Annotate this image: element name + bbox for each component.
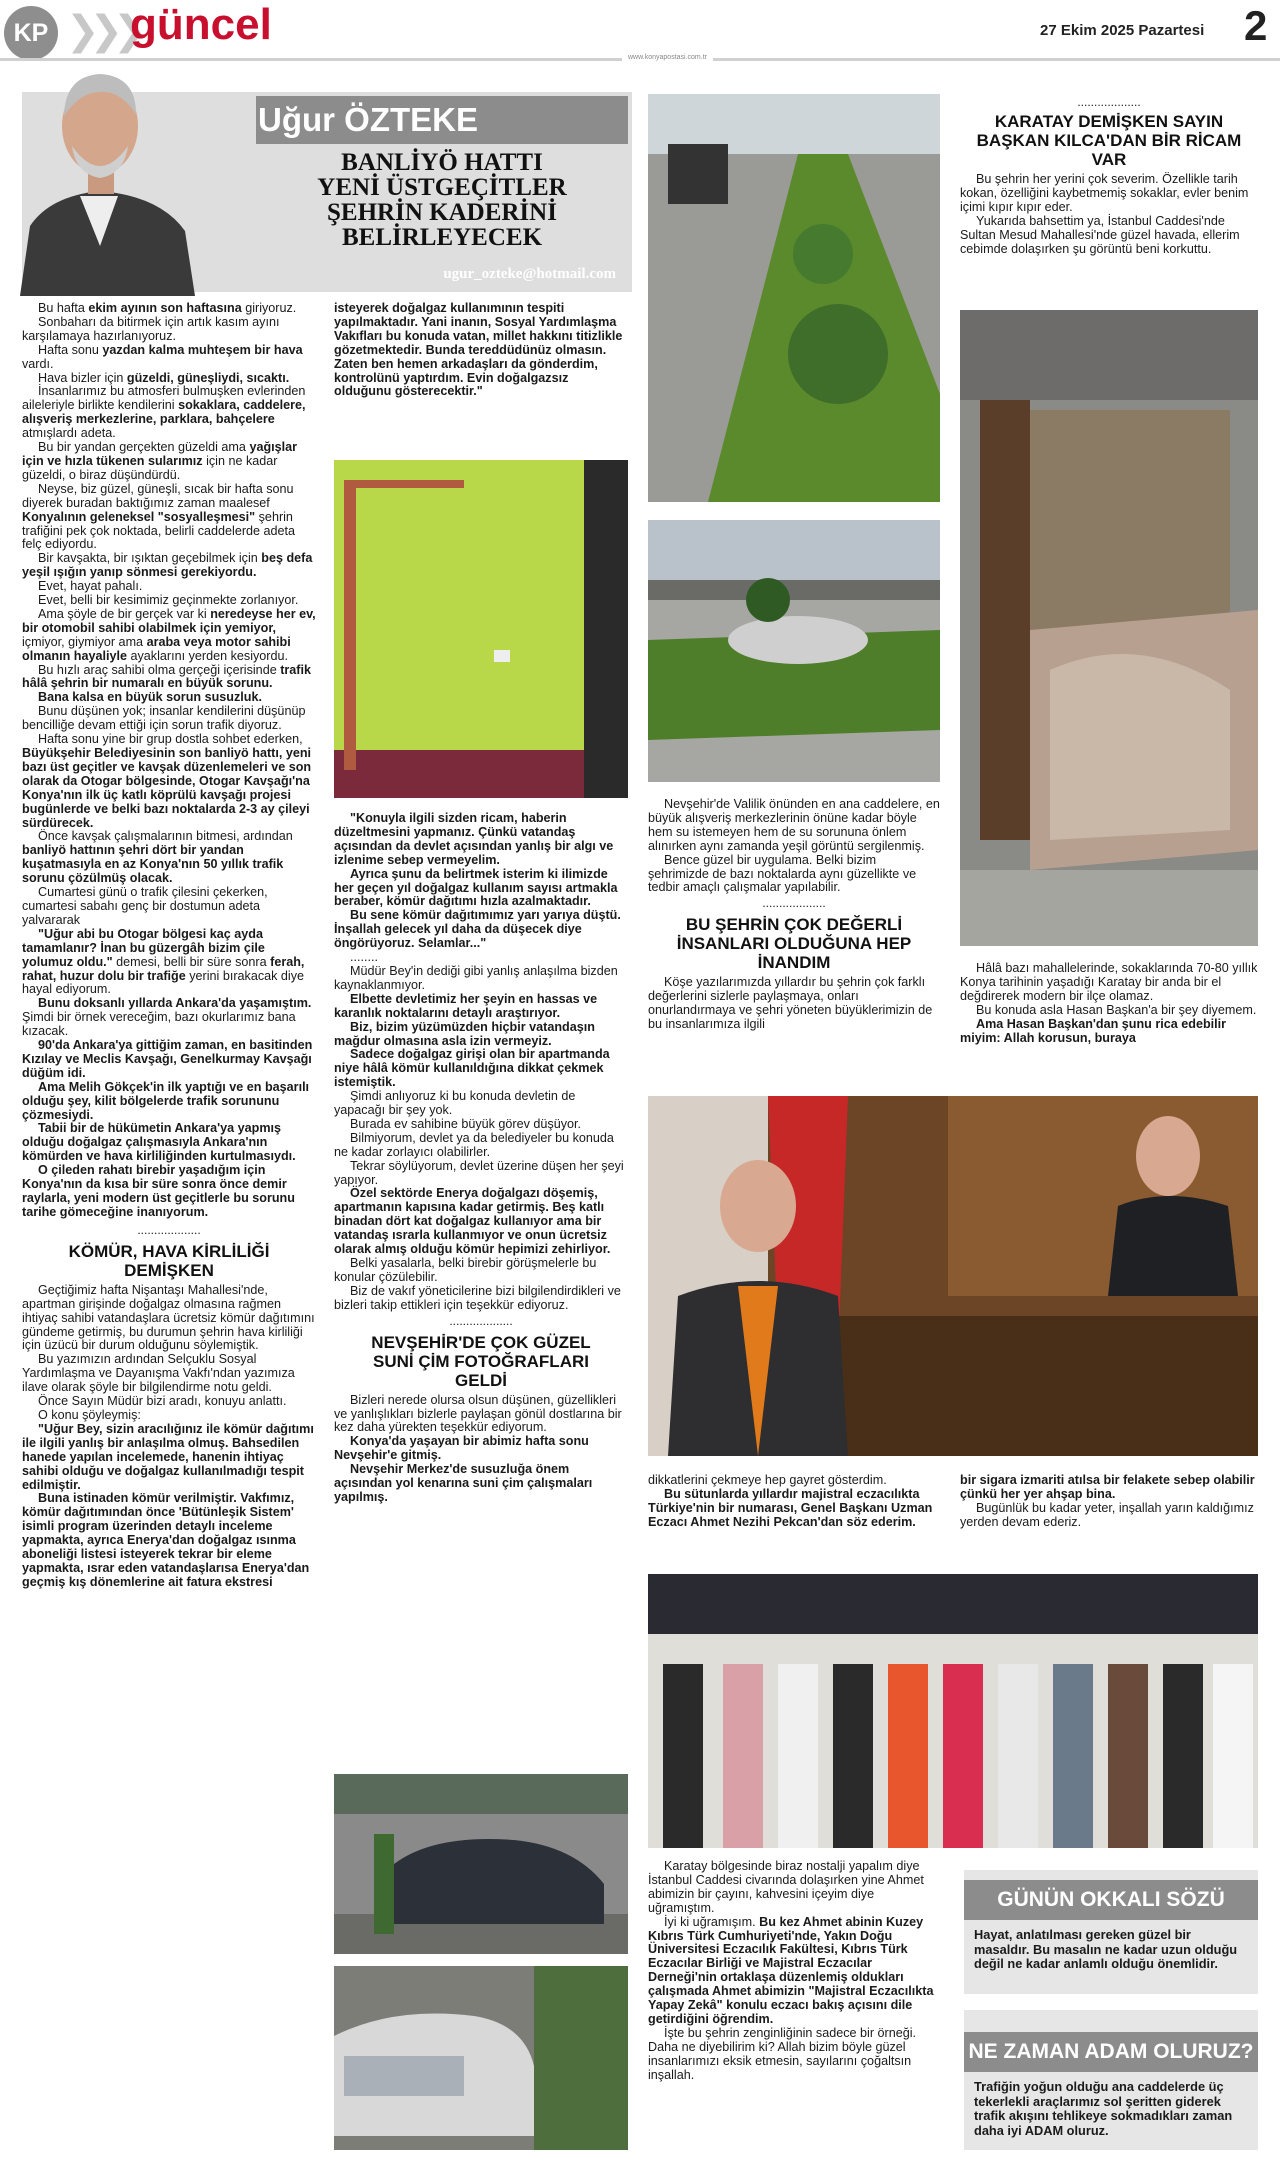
- column-2-continued: "Konuyla ilgili sizden ricam, haberin düzeltmesini yapmanız. Çünkü vatandaş açısından da devlet açısından yanlış bir algı ve izlenime sebep vermeyelim. Ayrıca şunu da belirtmek isterim ki ilimizde her geçen yıl doğalgaz kullanım sayısı artmakla beraber, kömür dağıtımı hızla azalmaktadır. Bu sene kömür dağıtımımız yarı yarıya düştü. İnşallah gelecek yıl daha da düşecek diye öngörüyoruz. Selamlar..." ........ Müdür Bey'in dediği gibi yanlış anlaşılma bizden kaynaklanmıyor. Elbette devletimiz her şeyin en hassas ve karanlık noktalarını detaylı araştırıyor. Biz, bizim yüzümüzden hiçbir vatandaşın mağdur olmasına asla izin vermeyiz. Sadece doğalgaz girişi olan bir apartmanda niye hâlâ kömür kullanıldığına dikkat çekmek istemiştik. Şimdi anlıyoruz ki bu konuda devletin de yapacağı bir şey yok. Burada ev sahibine büyük görev düşüyor. Bilmiyorum, devlet ya da belediyeler bu konuda ne kadar zorlayıcı olabilirler. Tekrar söylüyorum, devlet üzerine düşen her şeyi yapıyor. Özel sektörde Enerya doğalgazı döşemiş, apartmanın kapısına kadar getirmiş. Beş katlı binadan dört kat doğalgaz kullanıyor ama bir vatandaş ısrarla kullanmıyor ve onun ücretsiz olarak almış olduğu kömür hepimizi zehirliyor. Belki yasalarla, belki birebir görüşmelerle bu konular çözülebilir. Biz de vakıf yöneticilerine bizi bilgilendirdikleri ve bizleri takip ettikleri için teşekkür ediyoruz. ................... NEVŞEHİR'DE ÇOK GÜZEL SUNİ ÇİM FOTOĞRAFLARI GELDİ Bizleri nerede olursa olsun düşünen, güzellikleri ve yanlışlıkları bizlerle paylaşan gönül dostlarına bir kez daha yürekten teşekkür ediyorum. Konya'da yaşayan bir abimiz hafta sonu Nevşehir'e gitmiş. Nevşehir Merkez'de susuzluğa önem açısından yol kenarına suni çim çalışmaları yapılmış.: [334, 811, 624, 1504]
- column-3: Nevşehir'de Valilik önünden en ana caddelere, en büyük alışveriş merkezlerinin önüne kadar böyle hem su istemeyen hem de su sorununa önlem alınırken aynı zamanda yeşil görüntü sergilenmiş. Bence güzel bir uygulama. Belki bizim şehrimizde de bazı noktalarda aynı güzellikte ve tedbir amaçlı çalışmalar yapılabilir. ................... BU ŞEHRİN ÇOK DEĞERLİ İNSANLARI OLDUĞUNA HEP İNANDIM Köşe yazılarımızda yıllardır bu şehrin çok farklı değerlerini sizlerle paylaşmaya, onları onurlandırmaya ve şehri yöneten büyüklerimizin de bu insanlarımıza ilgili: [648, 797, 940, 1032]
- headline-line: YENİ ÜSTGEÇİTLER: [317, 174, 567, 201]
- issue-date: 27 Ekim 2025 Pazartesi: [1040, 22, 1205, 39]
- section-title: güncel: [130, 0, 272, 49]
- street-car-photo: [334, 1774, 628, 1954]
- column-4: ................... KARATAY DEMİŞKEN SAYIN BAŞKAN KILCA'DAN BİR RİCAM VAR Bu şehrin her yerini çok severim. Özellikle tarih kokan, özelliğini kaybetmemiş sokaklar, evler benim içimi kıpır kıpır eder. Yukarıda bahsettim ya, İstanbul Caddesi'nde Sultan Mesud Mahallesi'nde güzel havada, ellerim cebimde dolaşırken şu görüntü beni korkuttu.: [960, 95, 1249, 256]
- column-4-continued: Hâlâ bazı mahallelerinde, sokaklarında 70-80 yıllık Konya tarihinin yaşadığı Karatay bir anda bir el değdirerek modern bir ilçe olamaz. Bu konuda asla Hasan Başkan'a bir şey diyemem. Ama Hasan Başkan'dan şunu rica edebilir miyim: Allah korusun, buraya: [960, 961, 1258, 1045]
- old-house-photo: [960, 310, 1258, 946]
- headline-line: ŞEHRİN KADERİNİ: [327, 199, 557, 226]
- quote-box-text: Hayat, anlatılması gereken güzel bir masaldır. Bu masalın ne kadar uzun olduğu değil ne kadar anlamlı olduğu önemlidir.: [974, 1927, 1238, 1971]
- column-1: Bu hafta ekim ayının son haftasına giriyoruz. Sonbaharı da bitirmek için artık kasım ayını karşılamaya hazırlanıyoruz. Hafta sonu yazdan kalma muhteşem bir hava vardı. Hava bizler için güzeldi, güneşliydi, sıcaktı. İnsanlarımız bu atmosferi bulmuşken evlerinden aileleriyle birlikte kendilerini sokaklara, caddelere, alışveriş merkezlerine, parklara, bahçelere atmışlardı adeta. Bu bir yandan gerçekten güzeldi ama yağışlar için ve hızla tükenen sularımız için ne kadar güzeldi, o biraz düşündürdü. Neyse, biz güzel, güneşli, sıcak bir hafta sonu diyerek buradan baktığımız zaman maalesef Konyalının geleneksel "sosyalleşmesi" şehrin trafiğini pek çok noktada, belirli caddelerde adeta felç ediyordu. Bir kavşakta, bir ışıktan geçebilmek için beş defa yeşil ışığın yanıp sönmesi gerekiyordu. Evet, hayat pahalı. Evet, belli bir kesimimiz geçinmekte zorlanıyor. Ama şöyle de bir gerçek var ki neredeyse her ev, bir otomobil sahibi olabilmek için yemiyor, içmiyor, giymiyor ama araba veya motor sahibi olmanın hayaliyle ayaklarını yerden kesiyordu. Bu hızlı araç sahibi olma gerçeği içerisinde trafik hâlâ şehrin bir numaralı en büyük sorunu. Bana kalsa en büyük sorun susuzluk. Bunu düşünen yok; insanlar kendilerini düşünüp bencilliğe devam ettiği için sorun trafik diyoruz. Hafta sonu yine bir grup dostla sohbet ederken, Büyükşehir Belediyesinin son banliyö hattı, yeni bazı üst geçitler ve kavşak düzenlemeleri ve son olarak da Otogar bölgesinde, Otogar Kavşağı'na Konya'nın ilk üç katlı köprülü kavşağı projesi bugünlerde ve belki bazı noktalarda 2-3 ay çileyi sürdürecek. Önce kavşak çalışmalarının bitmesi, ardından banliyö hattının şehri dört bir yandan kuşatmasıyla en az Konya'nın 50 yıllık trafik sorunu çözülmüş olacak. Cumartesi günü o trafik çilesini çekerken, cumartesi sabahı genç bir dostumun adeta yalvararak "Uğur abi bu Otogar bölgesi kaç ayda tamamlanır? İnan bu güzergâh bizim çile yolumuz oldu." demesi, belli bir süre sonra ferah, rahat, huzur dolu bir trafiğe yerini bırakacak diye hayal ediyorum. Bunu doksanlı yıllarda Ankara'da yaşamıştım. Şimdi bir örnek vereceğim, bazı okurlarımız bana kızacak. 90'da Ankara'ya gittiğim zaman, en basitinden Kızılay ve Meclis Kavşağı, Genelkurmay Kavşağı düğüm idi. Ama Melih Gökçek'in ilk yaptığı ve en başarılı olduğu şey, kilit bölgelerde trafik sorununu çözmesiydi. Tabii bir de hükümetin Ankara'ya yapmış olduğu doğalgaz çalışmasıyla Ankara'nın kömürden ve hava kirliliğinden kurtulmasıydı. O çileden rahatı birebir yaşadığım için Konya'nın da kısa bir süre sonra önce demir raylarla, yeni modern üst geçitlerle bu sorunu tarihe gömeceğine inanıyorum. ................... KÖMÜR, HAVA KİRLİLİĞİ DEMİŞKEN Geçtiğimiz hafta Nişantaşı Mahallesi'nde, apartman girişinde doğalgaz olmasına rağmen ihtiyaç sahibi vatandaşlara ücretsiz kömür dağıtımını gündeme getirmiş, bu durumun şehrin hava kirliliği için üzücü bir durum olduğunu söylemiştik. Bu yazımızın ardından Selçuklu Sosyal Yardımlaşma ve Dayanışma Vakfı'ndan yazımıza ilave olarak şöyle bir bilgilendirme notu geldi. Önce Sayın Müdür bizi aradı, konuyu anlattı. O konu şöyleymiş: "Uğur Bey, sizin aracılığınız ile kömür dağıtımı ile ilgili yanlış bir anlaşılma olmuş. Bahsedilen hanede yapılan incelemede, hanenin ihtiyaç sahibi olduğu ve doğalgaz kullanılmadığı tespit edilmiştir. Buna istinaden kömür verilmiştir. Vakfımız, kömür dağıtımından önce 'Bütünleşik Sistem' isimli program üzerinden detaylı inceleme yapmakta, ayrıca Enerya'dan doğalgaz ısınma aboneliği listesi isteyerek tekrar bir eleme yapmakta, ısrar eden vatandaşlarısa Enerya'dan geçmiş kış dönemlerine ait fatura ekstresi: [22, 301, 316, 1589]
- page-number: 2: [1244, 2, 1268, 49]
- column-4-end: bir sigara izmariti atılsa bir felakete sebep olabilir çünkü her yer ahşap bina. Bugünlük bu kadar yeter, inşallah yarın kaldığımız yerden devam ederiz.: [960, 1473, 1255, 1529]
- headline-line: BANLİYÖ HATTI: [341, 149, 543, 176]
- author-email: ugur_ozteke@hotmail.com: [443, 266, 616, 282]
- author-name: Uğur ÖZTEKE: [256, 96, 628, 144]
- column-3-end: Karatay bölgesinde biraz nostalji yapalım diye İstanbul Caddesi civarında dolaşırken yine Ahmet abimizin bir çayını, kahvesini içeyim diye uğramıştım. İyi ki uğramışım. Bu kez Ahmet abinin Kuzey Kıbrıs Türk Cumhuriyeti'nde, Yakın Doğu Üniversitesi Eczacılık Fakültesi, Kıbrıs Türk Eczacılar Birliği ve Majistral Eczacılar Derneği'nin ortaklaşa düzenlemiş oldukları çalışmada Ahmet abimizin "Majistral Eczacılıkta Yapay Zekâ" konulu eczacı bakış açısını dile getirdiğini öğrendim. İşte bu şehrin zenginliğinin sadece bir örneği. Daha ne diyebilirim ki? Allah bizim böyle güzel insanlarımızı eksik etmesin, sayılarını çoğaltsın inşallah.: [648, 1859, 934, 2082]
- nevsehir-road-photo: [648, 94, 940, 502]
- column-3-continued: dikkatlerini çekmeye hep gayret gösterdim. Bu sütunlarda yıllardır majistral eczacılıkta Türkiye'nin bir numarası, Genel Başkanı Uzman Eczacı Ahmet Nezihi Pekcan'dan söz ederim.: [648, 1473, 933, 1529]
- street-car-photo-2: [334, 1966, 628, 2150]
- civic-box-text: Trafiğin yoğun olduğu ana caddelerde üç tekerlekli araçlarımız sol şeritten giderek trafik akışını tehlikeye sokmadıkları zaman daha iyi ADAM oluruz.: [974, 2079, 1233, 2138]
- quote-box-title: GÜNÜN OKKALI SÖZÜ: [964, 1880, 1258, 1920]
- pharmacist-meeting-photo: [648, 1096, 1258, 1456]
- stairwell-photo: [334, 460, 628, 798]
- author-photo: [0, 46, 210, 296]
- newspaper-logo: KP: [4, 6, 58, 60]
- column-2: isteyerek doğalgaz kullanımının tespiti yapılmaktadır. Yani inanın, Sosyal Yardımlaşma Vakıfları bu konuda vatan, millet hakkını titizlikle gözetmektedir. Bunda tereddüdünüz olmasın. Zaten ben hemen arkadaşları da gönderdim, kontrolünü yaptırdım. Evin doğalgazsız olduğunu gösterecektir.": [334, 301, 623, 399]
- chevron-icon: ❯❯❯: [66, 8, 137, 54]
- nevsehir-fountain-photo: [648, 520, 940, 782]
- group-photo: [648, 1574, 1258, 1848]
- website-text: www.konyapostasi.com.tr: [622, 54, 713, 64]
- headline-line: BELİRLEYECEK: [341, 224, 543, 251]
- article-headline: [256, 150, 628, 250]
- civic-box-title: NE ZAMAN ADAM OLURUZ?: [964, 2032, 1258, 2072]
